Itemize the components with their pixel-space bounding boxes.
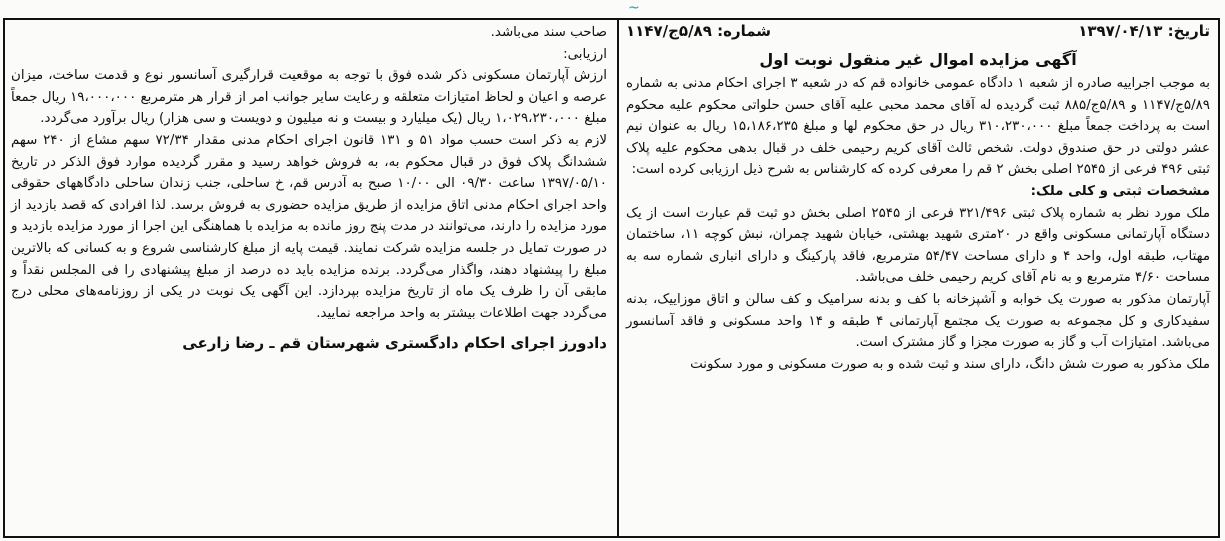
property-subhead: مشخصات ثبتی و کلی ملک: bbox=[1030, 183, 1210, 199]
notice-date: تاریخ: ۱۳۹۷/۰۴/۱۳ bbox=[1078, 22, 1210, 40]
notice-title: آگهی مزایده اموال غیر منقول نوبت اول bbox=[759, 50, 1077, 69]
description-paragraph: آپارتمان مذکور به صورت یک خوابه و آشپزخانه با کف و بدنه سرامیک و کف سالن و اتاق موزاییک، بدنه سفیدکاری و کل مجموعه به صورت یک مجتمع آپارتمانی ۴ طبقه و ۱۴ واحد مسکونی و فاقد آسانسور می‌باشد. امتیازات آب و گاز به صورت مجزا و گاز مشترک است. bbox=[626, 291, 1210, 351]
auction-notice-paragraph: لازم به ذکر است حسب مواد ۵۱ و ۱۳۱ قانون اجرای احکام مدنی مقدار ۷۲/۳۴ سهم مشاع از ۲۴۰ سهم ششدانگ پلاک فوق در قبال محکوم به، به فروش خواهد رسید و مقرر گردیده موارد فوق الذکر در تاریخ ۱۳۹۷/۰۵/۱۰ ساعت ۰۹/۳۰ الی ۱۰/۰۰ صبح به آدرس قم، خ ساحلی، جنب زندان ساحلی دادگاههای حقوقی واحد اجرای احکام مدنی اتاق مزایده از طریق مزایده حضوری به فروش برسد. لذا افرادی که قصد بازدید از مورد مزایده را دارند، می‌توانند در مدت پنج روز مانده به مزایده با هماهنگی این اجرا از مورد مزایده بازدید و در صورت تمایل در جلسه مزایده شرکت نمایند. قیمت پایه از مبلغ کارشناسی شروع و به کسانی که بالاترین مبلغ را پیشنهاد دهند، واگذار می‌گردد. برنده مزایده باید ده درصد از مبلغ پیشنهادی را فی المجلس نقداً و مابقی آن را ظرف یک ماه از تاریخ مزایده بپردازد. این آگهی یک نوبت در یکی از روزنامه‌های محلی درج می‌گردد جهت اطلاعات بیشتر به واحد مراجعه نمایید. bbox=[11, 132, 607, 321]
property-paragraph: ملک مورد نظر به شماره پلاک ثبتی ۳۲۱/۴۹۶ فرعی از ۲۵۴۵ اصلی بخش دو ثبت قم عبارت است از یک دستگاه آپارتمانی مسکونی واقع در ۲۰متری شهید بهشتی، خیابان شهید چمران، نبش کوچه ۱۱، ساختمان مهتاب، طبقه اول، واحد ۴ و دارای مساحت ۵۴/۴۷ مترمربع، فاقد پارکینگ و دارای انباری شماره سه به مساحت ۴/۶۰ مترمربع و به نام آقای کریم رحیمی خلف می‌باشد. bbox=[626, 205, 1211, 286]
right-column bbox=[622, 22, 1216, 534]
signature: دادورز اجرای احکام دادگستری شهرستان قم ـ رضا زارعی bbox=[182, 334, 607, 353]
ownership-paragraph: ملک مذکور به صورت شش دانگ، دارای سند و ثبت شده و به صورت مسکونی و مورد سکونت bbox=[690, 356, 1210, 372]
left-column bbox=[7, 22, 613, 534]
column-divider bbox=[617, 18, 619, 538]
intro-paragraph: به موجب اجراییه صادره از شعبه ۱ دادگاه عمومی خانواده قم که در شعبه ۳ اجرای احکام مدنی به شماره ۵/۸۹ج/۱۱۴۷ و ۵/۸۹ج/۸۸۵ ثبت گردیده له آقای محمد محبی علیه آقای حسن حلواتی محکوم علیه محکوم است به پرداخت جمعاً مبلغ ۳۱۰،۲۳۰،۰۰۰ ریال در حق محکوم لها و مبلغ ۱۵،۱۸۶،۲۳۵ ریال به عنوان نیم عشر دولتی در حق صندوق دولت. شخص ثالث آقای کریم رحیمی خلف در قبال بدهی محکوم علیه پلاک ثبتی ۴۹۶ فرعی از ۲۵۴۵ اصلی بخش ۲ قم را معرفی کرده که کارشناس به شرح ذیل ارزیابی کرده است: bbox=[626, 76, 1211, 178]
valuation-paragraph: ارزش آپارتمان مسکونی ذکر شده فوق با توجه به موقعیت قرارگیری آسانسور نوع و قدمت ساخت، میزان عرصه و اعیان و لحاظ امتیازات متعلقه و رعایت سایر جوانب امر از قرار هر مترمربع ۱۹،۰۰۰،۰۰۰ ریال جمعاً مبلغ ۱،۰۲۹،۲۳۰،۰۰۰ ریال (یک میلیارد و بیست و نه میلیون و دویست و سی هزار) ریال برآورد می‌گردد. bbox=[11, 68, 607, 127]
pen-mark-icon: ~ bbox=[628, 0, 640, 16]
owner-line: صاحب سند می‌باشد. bbox=[490, 25, 607, 40]
valuation-subhead: ارزیابی: bbox=[563, 46, 607, 62]
header-row bbox=[626, 22, 1210, 48]
notice-number: شماره: ۵/۸۹ج/۱۱۴۷ bbox=[626, 22, 772, 40]
